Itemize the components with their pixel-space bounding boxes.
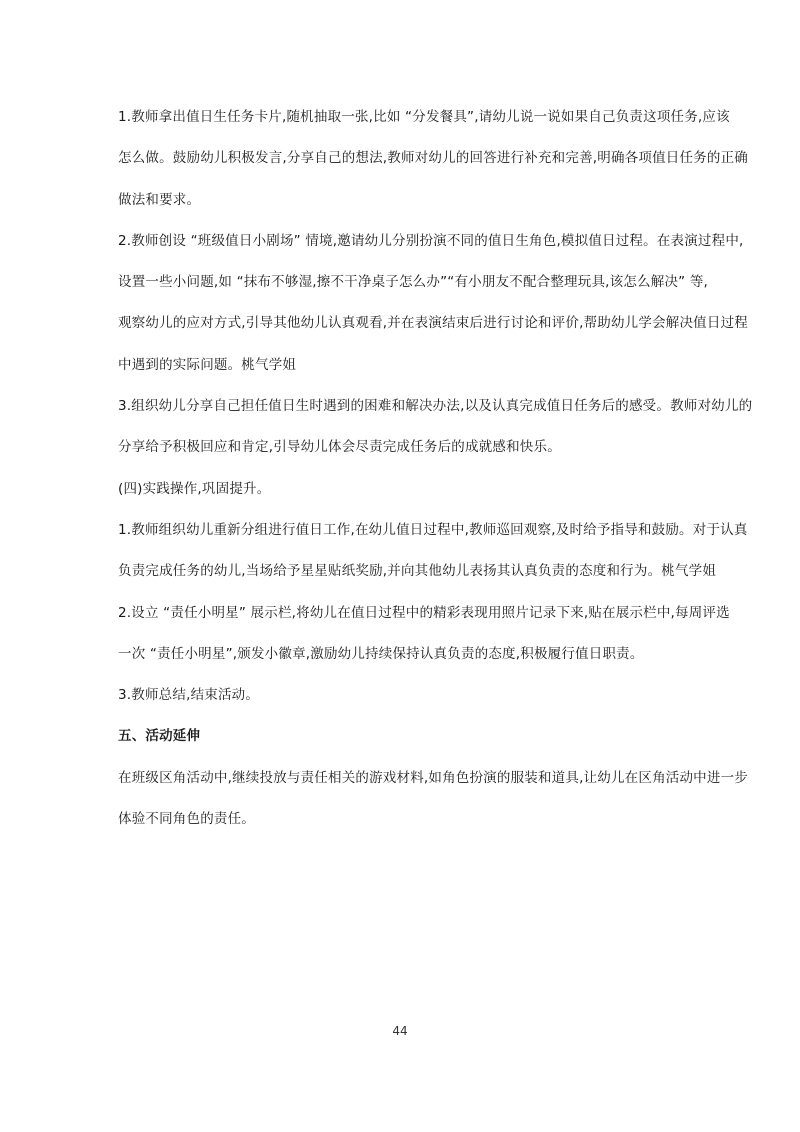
body-line: 1.教师组织幼儿重新分组进行值日工作,在幼儿值日过程中,教师巡回观察,及时给予指导和鼓励。对于认真 (118, 521, 748, 538)
body-line: 一次 “责任小明星”,颁发小徽章,激励幼儿持续保持认真负责的态度,积极履行值日职责。 (118, 645, 644, 662)
body-line: 怎么做。鼓励幼儿积极发言,分享自己的想法,教师对幼儿的回答进行补充和完善,明确各项值日任务的正确 (118, 150, 748, 167)
body-line: 3.教师总结,结束活动。 (118, 687, 260, 704)
body-line: 在班级区角活动中,继续投放与责任相关的游戏材料,如角色扮演的服装和道具,让幼儿在区角活动中进一步 (118, 769, 748, 786)
document-body (118, 108, 753, 851)
body-line: 中遇到的实际问题。桃气学姐 (118, 356, 297, 373)
body-line: 体验不同角色的责任。 (118, 811, 255, 828)
body-line: 2.教师创设 “班级值日小剧场” 情境,邀请幼儿分别扮演不同的值日生角色,模拟值日过程。在表演过程中, (118, 232, 744, 249)
body-line: 2.设立 “责任小明星” 展示栏,将幼儿在值日过程中的精彩表现用照片记录下来,贴在展示栏中,每周评选 (118, 604, 730, 621)
body-line: 分享给予积极回应和肯定,引导幼儿体会尽责完成任务后的成就感和快乐。 (118, 439, 561, 456)
body-line: 做法和要求。 (118, 191, 201, 208)
body-line: 1.教师拿出值日生任务卡片,随机抽取一张,比如 “分发餐具”,请幼儿说一说如果自己负责这项任务,应该 (118, 109, 730, 125)
body-line: 3.组织幼儿分享自己担任值日生时遇到的困难和解决办法,以及认真完成值日任务后的感受。教师对幼儿的 (118, 398, 753, 415)
body-line: 设置一些小问题,如 “抹布不够湿,擦不干净桌子怎么办”“有小朋友不配合整理玩具,该怎么解决” 等, (118, 274, 709, 291)
section-subheading: (四)实践操作,巩固提升。 (118, 480, 271, 497)
page-number: 44 (392, 1024, 408, 1038)
body-line: 观察幼儿的应对方式,引导其他幼儿认真观看,并在表演结束后进行讨论和评价,帮助幼儿学会解决值日过程 (118, 315, 748, 332)
section-heading: 五、活动延伸 (118, 728, 201, 745)
body-line: 负责完成任务的幼儿,当场给予星星贴纸奖励,并向其他幼儿表扬其认真负责的态度和行为。桃气学姐 (118, 563, 717, 580)
